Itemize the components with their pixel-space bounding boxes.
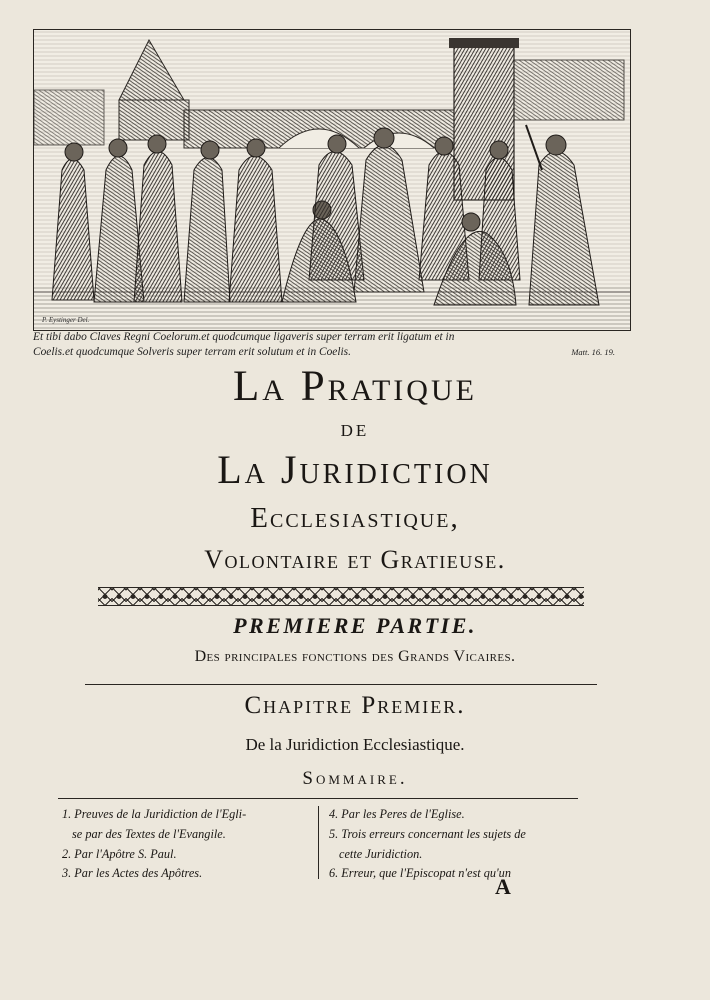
part-subtitle: Des principales fonctions des Grands Vicaires. bbox=[194, 648, 516, 665]
chapter-title: Chapitre Premier. bbox=[244, 692, 466, 719]
part-title: PREMIERE PARTIE. bbox=[233, 613, 477, 638]
summary-line: 3. Par les Actes des Apôtres. bbox=[62, 866, 203, 881]
summary-line: se par des Textes de l'Evangile. bbox=[72, 826, 226, 841]
chapter-subtitle: De la Juridiction Ecclesiastique. bbox=[245, 735, 465, 754]
summary-rule bbox=[58, 798, 578, 799]
summary-line: 6. Erreur, que l'Episcopat n'est qu'un bbox=[329, 866, 511, 881]
summary-heading: Sommaire. bbox=[302, 768, 408, 789]
title-line-5: Volontaire et Gratieuse. bbox=[204, 545, 506, 574]
title-line-1: La Pratique bbox=[233, 363, 477, 410]
scripture-reference: Matt. 16. 19. bbox=[571, 347, 615, 357]
engraving-caption bbox=[33, 330, 629, 359]
summary-line: cette Juridiction. bbox=[339, 846, 423, 861]
caption-line-2: Coelis.et quodcumque Solveris super terram erit solutum et in Coelis. bbox=[33, 345, 351, 358]
horizontal-rule bbox=[85, 684, 597, 685]
svg-text:P. Eystinger Del.: P. Eystinger Del. bbox=[42, 316, 90, 324]
summary-line: 1. Preuves de la Juridiction de l'Egli- bbox=[62, 807, 247, 821]
summary-line: 2. Par l'Apôtre S. Paul. bbox=[62, 846, 177, 861]
column-divider bbox=[318, 806, 319, 879]
title-line-2: DE bbox=[340, 421, 370, 440]
summary-line: 4. Par les Peres de l'Eglise. bbox=[329, 807, 465, 821]
caption-line-1: Et tibi dabo Claves Regni Coelorum.et quodcumque ligaveris super terram erit ligatum et in bbox=[33, 331, 455, 343]
summary-line: 5. Trois erreurs concernant les sujets de bbox=[329, 826, 526, 841]
title-line-4: Ecclesiastique, bbox=[250, 502, 460, 534]
summary-left-column bbox=[62, 805, 246, 884]
frontispiece-engraving bbox=[33, 29, 631, 331]
title-line-3: La Juridiction bbox=[217, 447, 493, 492]
summary-right-column bbox=[329, 805, 526, 884]
signature-mark: A bbox=[495, 874, 511, 899]
ornamental-band bbox=[98, 587, 584, 606]
engraving-illustration bbox=[34, 30, 630, 330]
